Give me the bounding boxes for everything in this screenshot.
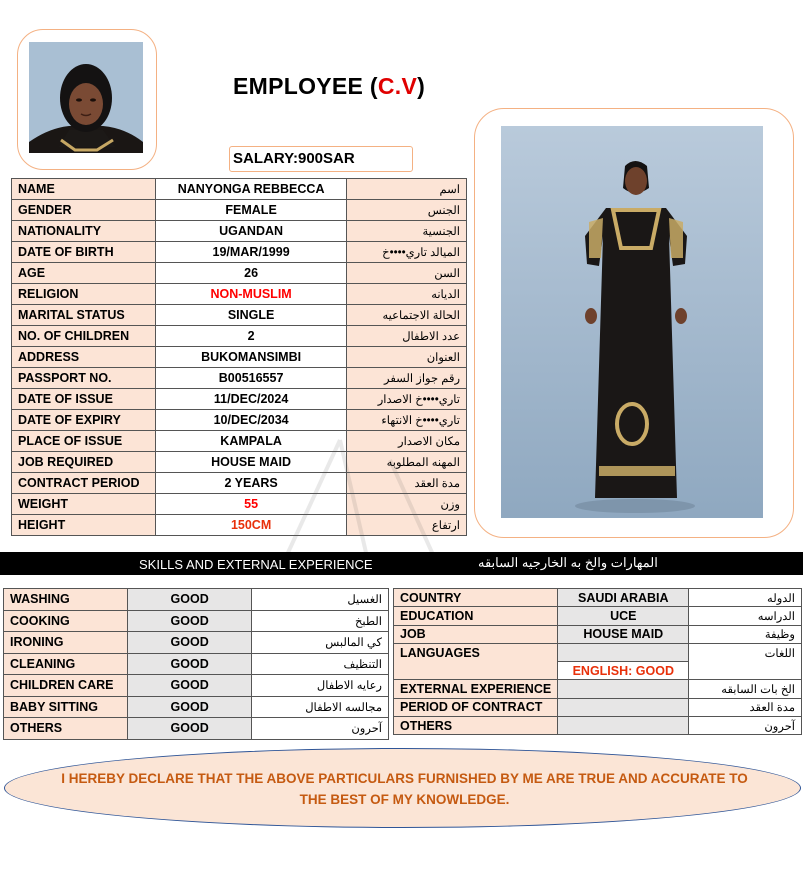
- nationality-value: UGANDAN: [155, 221, 347, 242]
- skill-baby-sitting-value: GOOD: [127, 696, 251, 718]
- external-experience-label: EXTERNAL EXPERIENCE: [394, 680, 558, 698]
- skill-ironing-label: IRONING: [4, 632, 128, 654]
- skill-children-care-arabic: رعايه الاطفال: [252, 675, 389, 697]
- date-of-issue-label: DATE OF ISSUE: [12, 389, 156, 410]
- date-of-birth-value: 19/MAR/1999: [155, 242, 347, 263]
- date-of-expiry-label: DATE OF EXPIRY: [12, 410, 156, 431]
- skill-washing-arabic: الغسيل: [252, 589, 389, 611]
- no-of-children-label: NO. OF CHILDREN: [12, 326, 156, 347]
- marital-status-label: MARITAL STATUS: [12, 305, 156, 326]
- height-label: HEIGHT: [12, 515, 156, 536]
- period-of-contract-arabic: مدة العقد: [689, 698, 802, 716]
- others-arabic: آحرون: [689, 717, 802, 735]
- skill-cleaning-value: GOOD: [127, 653, 251, 675]
- country-value: SAUDI ARABIA: [558, 589, 689, 607]
- height-value: 150CM: [155, 515, 347, 536]
- table-row: [4, 696, 389, 718]
- passport-no-arabic: رقم جواز السفر: [347, 368, 467, 389]
- table-row: [394, 643, 802, 661]
- place-of-issue-arabic: مكان الاصدار: [347, 431, 467, 452]
- job-label: JOB: [394, 625, 558, 643]
- country-arabic: الدوله: [689, 589, 802, 607]
- skill-cooking-label: COOKING: [4, 610, 128, 632]
- date-of-issue-value: 11/DEC/2024: [155, 389, 347, 410]
- job-arabic: وظيفة: [689, 625, 802, 643]
- job-required-value: HOUSE MAID: [155, 452, 347, 473]
- gender-arabic: الجنس: [347, 200, 467, 221]
- contract-period-arabic: مدة العقد: [347, 473, 467, 494]
- job-required-arabic: المهنه المطلوبه: [347, 452, 467, 473]
- date-of-expiry-value: 10/DEC/2034: [155, 410, 347, 431]
- address-value: BUKOMANSIMBI: [155, 347, 347, 368]
- full-body-photo: [501, 126, 763, 518]
- table-row: [12, 263, 467, 284]
- skill-washing-label: WASHING: [4, 589, 128, 611]
- nationality-arabic: الجنسية: [347, 221, 467, 242]
- experience-table: [393, 588, 802, 735]
- marital-status-arabic: الحالة الاجتماعيه: [347, 305, 467, 326]
- skills-header-arabic: المهارات والخ به الخارجيه السابقه: [478, 555, 658, 570]
- religion-label: RELIGION: [12, 284, 156, 305]
- date-of-birth-arabic: الميالد تاري••••خ: [347, 242, 467, 263]
- date-of-expiry-arabic: تاري••••خ الانتهاء: [347, 410, 467, 431]
- job-required-label: JOB REQUIRED: [12, 452, 156, 473]
- skills-table: [3, 588, 389, 740]
- others-value: [558, 717, 689, 735]
- external-experience-value: [558, 680, 689, 698]
- skill-children-care-label: CHILDREN CARE: [4, 675, 128, 697]
- education-value: UCE: [558, 607, 689, 625]
- education-label: EDUCATION: [394, 607, 558, 625]
- table-row: [12, 326, 467, 347]
- languages-value-1: [558, 643, 689, 661]
- others-label: OTHERS: [394, 717, 558, 735]
- weight-value: 55: [155, 494, 347, 515]
- religion-value: NON-MUSLIM: [155, 284, 347, 305]
- nationality-label: NATIONALITY: [12, 221, 156, 242]
- skill-cooking-value: GOOD: [127, 610, 251, 632]
- passport-no-label: PASSPORT NO.: [12, 368, 156, 389]
- gender-value: FEMALE: [155, 200, 347, 221]
- date-of-birth-label: DATE OF BIRTH: [12, 242, 156, 263]
- table-row: [394, 717, 802, 735]
- weight-label: WEIGHT: [12, 494, 156, 515]
- skill-cleaning-label: CLEANING: [4, 653, 128, 675]
- table-row: [12, 179, 467, 200]
- height-arabic: ارتفاع: [347, 515, 467, 536]
- skill-baby-sitting-label: BABY SITTING: [4, 696, 128, 718]
- skill-cooking-arabic: الطبخ: [252, 610, 389, 632]
- table-row: [12, 200, 467, 221]
- place-of-issue-value: KAMPALA: [155, 431, 347, 452]
- period-of-contract-value: [558, 698, 689, 716]
- table-row: [12, 368, 467, 389]
- period-of-contract-label: PERIOD OF CONTRACT: [394, 698, 558, 716]
- weight-arabic: وزن: [347, 494, 467, 515]
- name-arabic: اسم: [347, 179, 467, 200]
- skill-baby-sitting-arabic: مجالسه الاطفال: [252, 696, 389, 718]
- languages-label: LANGUAGES: [394, 643, 558, 680]
- table-row: [12, 389, 467, 410]
- table-row: [12, 284, 467, 305]
- age-value: 26: [155, 263, 347, 284]
- table-row: [12, 305, 467, 326]
- skill-others-label: OTHERS: [4, 718, 128, 740]
- table-row: [4, 675, 389, 697]
- no-of-children-value: 2: [155, 326, 347, 347]
- table-row: [394, 680, 802, 698]
- skill-others-arabic: آحرون: [252, 718, 389, 740]
- address-arabic: العنوان: [347, 347, 467, 368]
- contract-period-label: CONTRACT PERIOD: [12, 473, 156, 494]
- job-value: HOUSE MAID: [558, 625, 689, 643]
- address-label: ADDRESS: [12, 347, 156, 368]
- salary-box: SALARY:900SAR: [229, 146, 413, 172]
- skill-children-care-value: GOOD: [127, 675, 251, 697]
- languages-value-2: ENGLISH: GOOD: [558, 662, 689, 680]
- skills-header-english: SKILLS AND EXTERNAL EXPERIENCE: [139, 557, 373, 572]
- country-label: COUNTRY: [394, 589, 558, 607]
- skill-ironing-value: GOOD: [127, 632, 251, 654]
- age-arabic: السن: [347, 263, 467, 284]
- table-row: [394, 698, 802, 716]
- table-row: [12, 347, 467, 368]
- table-row: [394, 589, 802, 607]
- skill-ironing-arabic: كي المالبس: [252, 632, 389, 654]
- skills-section-header: [0, 552, 803, 575]
- languages-arabic: اللغات: [689, 643, 802, 680]
- table-row: [394, 625, 802, 643]
- skill-washing-value: GOOD: [127, 589, 251, 611]
- table-row: [4, 632, 389, 654]
- education-arabic: الدراسه: [689, 607, 802, 625]
- declaration-text: I HEREBY DECLARE THAT THE ABOVE PARTICULARS FURNISHED BY ME ARE TRUE AND ACCURATE TO THE BEST OF MY KNOWLEDGE.: [61, 771, 748, 807]
- place-of-issue-label: PLACE OF ISSUE: [12, 431, 156, 452]
- table-row: [12, 221, 467, 242]
- page-title: EMPLOYEE (C.V): [233, 73, 426, 99]
- cv-title-accent: C.V: [377, 73, 418, 99]
- gender-label: GENDER: [12, 200, 156, 221]
- age-label: AGE: [12, 263, 156, 284]
- table-row: [12, 242, 467, 263]
- contract-period-value: 2 YEARS: [155, 473, 347, 494]
- skill-others-value: GOOD: [127, 718, 251, 740]
- table-row: [4, 610, 389, 632]
- name-value: NANYONGA REBBECCA: [155, 179, 347, 200]
- external-experience-arabic: الخ بات السابقه: [689, 680, 802, 698]
- table-row: [4, 718, 389, 740]
- table-row: [4, 589, 389, 611]
- skill-cleaning-arabic: التنظيف: [252, 653, 389, 675]
- table-row: [4, 653, 389, 675]
- marital-status-value: SINGLE: [155, 305, 347, 326]
- religion-arabic: الديانه: [347, 284, 467, 305]
- no-of-children-arabic: عدد الاطفال: [347, 326, 467, 347]
- date-of-issue-arabic: تاري••••خ الاصدار: [347, 389, 467, 410]
- headshot-photo: [29, 42, 143, 153]
- table-row: [394, 607, 802, 625]
- name-label: NAME: [12, 179, 156, 200]
- passport-no-value: B00516557: [155, 368, 347, 389]
